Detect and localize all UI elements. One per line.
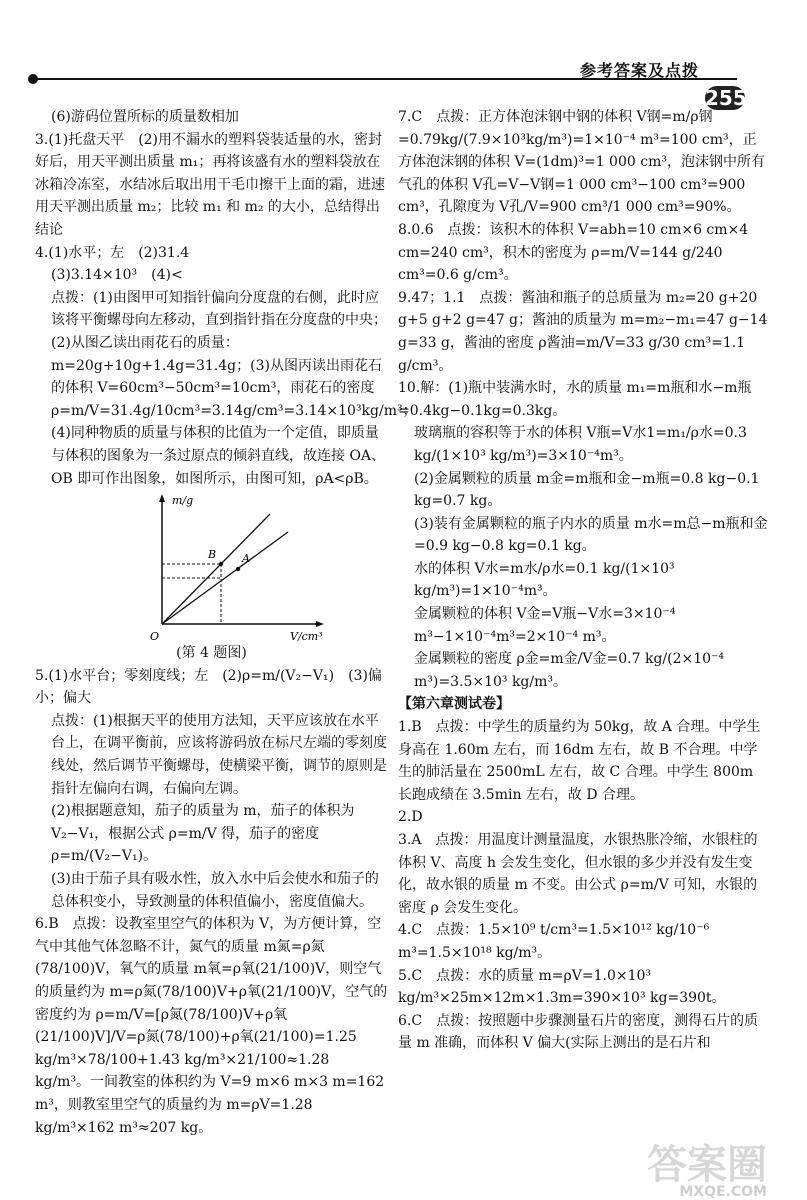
paragraph: 7.C 点拨：正方体泡沫钢中钢的体积 V钢=m/ρ钢=0.79kg/(7.9×10³kg/m³)=1×10⁻⁴ m³=100 cm³，正方体泡沫钢的体积 V=(1dm)³=1 000 cm³，泡沫钢中所有气孔的体积 V孔=V−V钢=1 000 cm³−100 cm³=900 cm³，孔隙度为 V孔/V=900 cm³/1 000 cm³=90%。 <box>398 109 765 216</box>
paragraph: (3)3.14×10³ (4)< <box>51 267 183 284</box>
y-axis-arrow <box>159 494 165 502</box>
paragraph: (3)装有金属颗粒的瓶子内水的质量 m水=m总−m瓶和金=0.9 kg−0.8 kg=0.1 kg。 <box>414 515 768 555</box>
paragraph: 3.(1)托盘天平 (2)用不漏水的塑料袋装适量的水，密封好后，用天平测出质量 m₁；再将该盛有水的塑料袋放在冰箱冷冻室，水结冰后取出用干毛巾擦干上面的霜，进速用天平测出质量 m₂；比较 m₁ 和 m₂ 的大小，总结得出结论 <box>35 131 385 238</box>
left-column-paragraphs-after <box>35 665 388 1139</box>
header-title: 参考答案及点拨 <box>579 61 699 80</box>
paragraph: 【第六章测试卷】 <box>398 696 510 713</box>
paragraph: 10.解：(1)瓶中装满水时，水的质量 m₁=m瓶和水−m瓶=0.4kg−0.1kg=0.3kg。 <box>398 380 752 419</box>
page-number-badge: 255 <box>705 86 747 110</box>
paragraph: 金属颗粒的体积 V金=V瓶−V水=3×10⁻⁴ m³−1×10⁻⁴m³=2×10⁻⁴ m³。 <box>414 606 676 645</box>
paragraph: 6.B 点拨：设教室里空气的体积为 V，为方便计算，空气中其他气体忽略不计，氮气的质量 m氮=ρ氮(78/100)V，氧气的质量 m氧=ρ氧(21/100)V，则空气的质量约为 m=ρ氮(78/100)V+ρ氧(21/100)V，空气的密度约为 ρ=m/V=[ρ氮(78/100)V+ρ氧(21/100)V]/V=ρ氮(78/100)+ρ氧(21/100)=1.25 kg/m³×78/100+1.43 kg/m³×21/100≈1.28 kg/m³。一间教室的体积约为 V=9 m×6 m×3 m=162 m³，则教室里空气的质量约为 m=ρV=1.28 kg/m³×162 m³≈207 kg。 <box>35 916 388 1136</box>
point-a-label: A <box>242 552 250 566</box>
watermark-logo: 答案圈 <box>647 1142 767 1188</box>
paragraph: 点拨：(1)由图甲可知指针偏向分度盘的右侧，此时应该将平衡螺母向左移动，直到指针指在分度盘的中央；(2)从图乙读出雨花石的质量：m=20g+10g+1.4g=31.4g；(3)从图丙读出雨花石的体积 V=60cm³−50cm³=10cm³，雨花石的密度 ρ=m/V=31.4g/10cm³=3.14g/cm³=3.14×10³kg/m³；(4)同种物质的质量与体积的比值为一个定值，即质量与体积的图象为一条过原点的倾斜直线，故连接 OA、OB 即可作出图象，如图所示，由图可知，ρA<ρB。 <box>51 289 417 487</box>
paragraph: 金属颗粒的密度 ρ金=m金/V金=0.7 kg/(2×10⁻⁴ m³)=3.5×10³ kg/m³。 <box>414 651 725 690</box>
watermark-url: MXQE.COM <box>679 1184 767 1200</box>
paragraph: 8.0.6 点拨：该积木的体积 V=abh=10 cm×6 cm×4 cm=240 cm³，积木的密度为 ρ=m/V=144 g/240 cm³=0.6 g/cm³。 <box>398 221 749 284</box>
point-a-marker <box>236 567 240 571</box>
paragraph: 水的体积 V水=m水/ρ水=0.1 kg/(1×10³ kg/m³)=1×10⁻⁴m³。 <box>414 560 675 600</box>
y-axis-label: m/g <box>172 494 194 508</box>
right-column <box>398 106 770 1055</box>
paragraph: 4.C 点拨：1.5×10⁹ t/cm³=1.5×10¹² kg/10⁻⁶ m³=1.5×10¹⁸ kg/m³。 <box>398 922 710 961</box>
line-b <box>162 514 270 624</box>
paragraph: 6.C 点拨：按照题中步骤测量石片的密度，测得石片的质量 m 准确，而体积 V 偏大(实际上测出的是石片和 <box>398 1012 759 1052</box>
paragraph: (3)由于茄子具有吸水性，放入水中后会使水和茄子的总体积变小，导致测量的体积值偏小，密度值偏大。 <box>51 871 379 910</box>
origin-label: O <box>150 630 160 643</box>
paragraph: 2.D <box>398 809 423 826</box>
paragraph: (2)金属颗粒的质量 m金=m瓶和金−m瓶=0.8 kg−0.1 kg=0.7 kg。 <box>414 470 760 510</box>
paragraph: (6)游码位置所标的质量数相加 <box>51 109 239 125</box>
mass-volume-graph <box>35 492 388 642</box>
right-column-paragraphs <box>398 106 770 1055</box>
paragraph: 5.C 点拨：水的质量 m=ρV=1.0×10³ kg/m³×25m×12m×1.3m=390×10³ kg=390t。 <box>398 967 726 1007</box>
x-axis-arrow <box>316 621 324 627</box>
x-axis-label: V/cm³ <box>290 630 323 643</box>
paragraph: 玻璃瓶的容积等于水的体积 V瓶=V水1=m₁/ρ水=0.3 kg/(1×10³ kg/m³)=3×10⁻⁴m³。 <box>414 425 747 464</box>
point-b-label: B <box>208 548 217 562</box>
left-column-paragraphs <box>35 106 417 490</box>
paragraph: 点拨：(1)根据天平的使用方法知，天平应该放在水平台上，在调平衡前，应该将游码放在标尺左端的零刻度线处，然后调节平衡螺母，使横梁平衡，调节的原则是指针左偏向右调，右偏向左调。 <box>51 712 387 797</box>
paragraph: 1.B 点拨：中学生的质量约为 50kg，故 A 合理。中学生身高在 1.60m 左右，而 16dm 左右，故 B 不合理。中学生的肺活量在 2500mL 左右，故 C 合理。中学生 800m 长跑成绩在 3.5min 左右，故 D 合理。 <box>398 719 761 803</box>
paragraph: 4.(1)水平；左 (2)31.4 <box>35 244 190 261</box>
line-a <box>162 532 288 624</box>
point-b-marker <box>219 562 223 566</box>
paragraph: 9.47；1.1 点拨：酱油和瓶子的总质量为 m₂=20 g+20 g+5 g+2 g=47 g；酱油的质量为 m=m₂−m₁=47 g−14 g=33 g，酱油的密度 ρ酱油=m/V=33 g/30 cm³=1.1 g/cm³。 <box>398 289 768 374</box>
paragraph: 3.A 点拨：用温度计测量温度，水银热胀冷缩，水银柱的体积 V、高度 h 会发生变化，但水银的多少并没有发生变化，故水银的质量 m 不变。由公式 ρ=m/V 可知，水银的密度 ρ 会发生变化。 <box>398 832 758 916</box>
figure-caption: (第 4 题图) <box>176 645 247 662</box>
paragraph: 5.(1)水平台；零刻度线；左 (2)ρ=m/(V₂−V₁) (3)偏小；偏大 <box>35 667 382 707</box>
paragraph: (2)根据题意知，茄子的质量为 m，茄子的体积为 V₂−V₁，根据公式 ρ=m/V 得，茄子的密度 ρ=m/(V₂−V₁)。 <box>51 803 355 865</box>
